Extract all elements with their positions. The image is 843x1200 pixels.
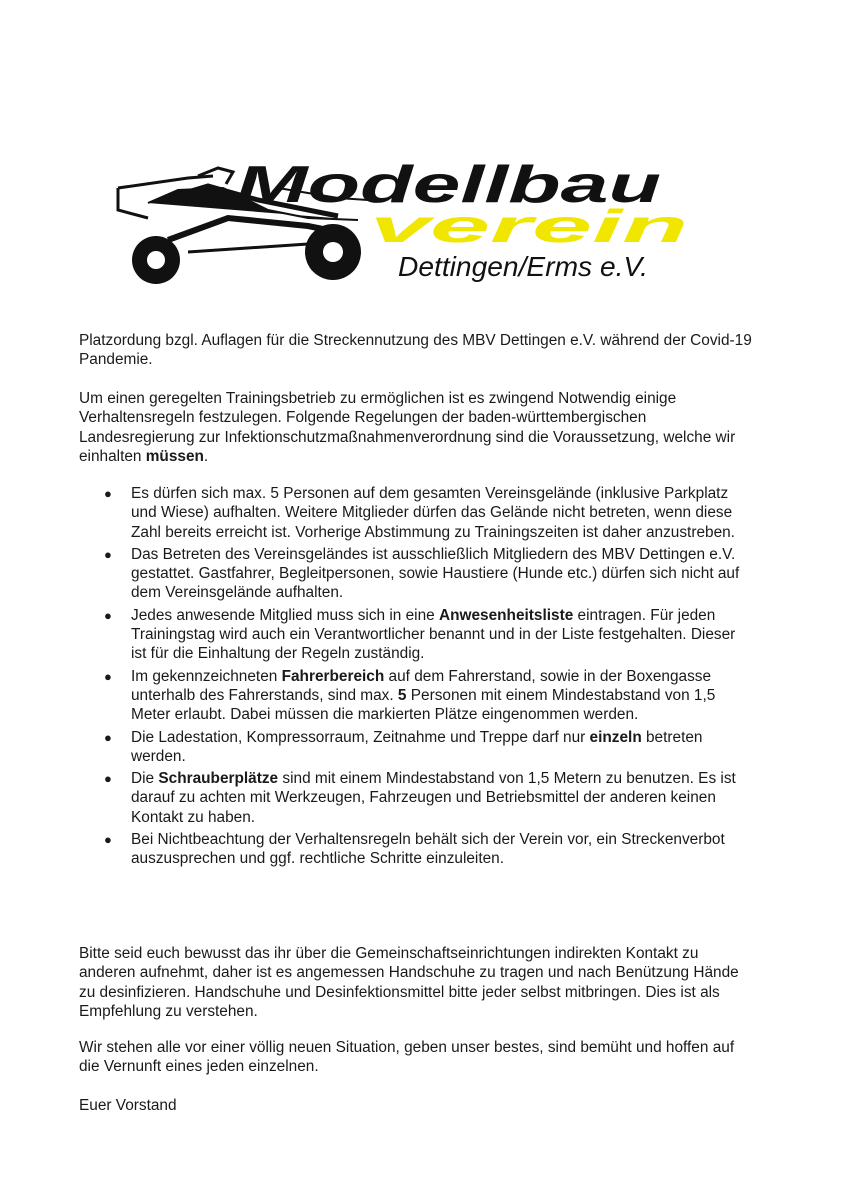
rules-intro-emphasis: müssen (145, 447, 204, 465)
rules-intro-text: Um einen geregelten Trainingsbetrieb zu ermöglichen ist es zwingend Notwendig einige Verhaltensregeln festzulegen. Folgende Regelungen der baden-württembergischen Landesregierung zur Infektionschutzmaßnahmenverordnung sind die Voraussetzung, welche wir einhalten (79, 390, 736, 465)
list-item: ● Im gekennzeichneten Fahrerbereich auf dem Fahrerstand, sowie in der Boxengasse unterhalb des Fahrerstands, sind max. 5 Personen mit einem Mindestabstand von 1,5 Meter erlaubt. Dabei müssen die markierten Plätze eingenommen werden. (104, 667, 716, 724)
list-item: ● Es dürfen sich max. 5 Personen auf dem gesamten Vereinsgelände (inklusive Parkplatz und Wiese) aufhalten. Weitere Mitglieder dürfen das Gelände nicht betreten, wenn diese Zahl bereits erreicht ist. Vorherige Abstimmung zu Trainingszeiten ist daher anzustreben. (104, 485, 735, 541)
signature: Euer Vorstand (79, 1097, 177, 1114)
logo-line-modellbau: Modellbau (236, 156, 661, 214)
closing-paragraph-hygiene: Bitte seid euch bewusst das ihr über die Gemeinschaftseinrichtungen indirekten Kontakt zu anderen aufnehmt, daher ist es angemessen Handschuhe zu tragen und nach Benützung Hände zu desinfizieren. Handschuhe und Desinfektionsmittel bitte jeder selbst mitbringen. Dies ist als Empfehlung zu verstehen. (79, 945, 739, 1020)
list-item: ● Die Schrauberplätze sind mit einem Mindestabstand von 1,5 Metern zu benutzen. Es ist darauf zu achten mit Werkzeugen, Fahrzeugen und Betriebsmittel der anderen keinen Kontakt zu haben. (104, 770, 736, 826)
list-item: ● Die Ladestation, Kompressorraum, Zeitnahme und Treppe darf nur einzeln betreten werden. (104, 728, 703, 765)
closing-paragraph-appeal: Wir stehen alle vor einer völlig neuen Situation, geben unser bestes, sind bemüht und hoffen auf die Vernunft eines jeden einzelnen. (79, 1039, 735, 1076)
list-item: ● Jedes anwesende Mitglied muss sich in eine Anwesenheitsliste eintragen. Für jeden Trainingstag wird auch ein Verantwortlicher benannt und in der Liste festgehalten. Dieser ist für die Einhaltung der Regeln zuständig. (104, 606, 736, 663)
rules-list (79, 484, 749, 872)
rules-intro-end: . (203, 447, 209, 465)
logo-line-location: Dettingen/Erms e.V. (398, 251, 648, 282)
rules-intro-paragraph (79, 389, 754, 466)
club-logo (108, 148, 708, 298)
intro-paragraph: Platzordung bzgl. Auflagen für die Streckennutzung des MBV Dettingen e.V. während der Covid-19 Pandemie. (79, 332, 752, 369)
list-item: ● Das Betreten des Vereinsgeländes ist ausschließlich Mitgliedern des MBV Dettingen e.V. gestattet. Gastfahrer, Begleitpersonen, sowie Haustiere (Hunde etc.) dürfen sich nicht auf dem Vereinsgelände aufhalten. (104, 545, 740, 602)
logo-line-verein: verein (370, 200, 688, 252)
buggy-logo-image (108, 148, 708, 298)
list-item: ● Bei Nichtbeachtung der Verhaltensregeln behält sich der Verein vor, ein Streckenverbot auszusprechen und ggf. rechtliche Schritte einzuleiten. (104, 831, 725, 868)
